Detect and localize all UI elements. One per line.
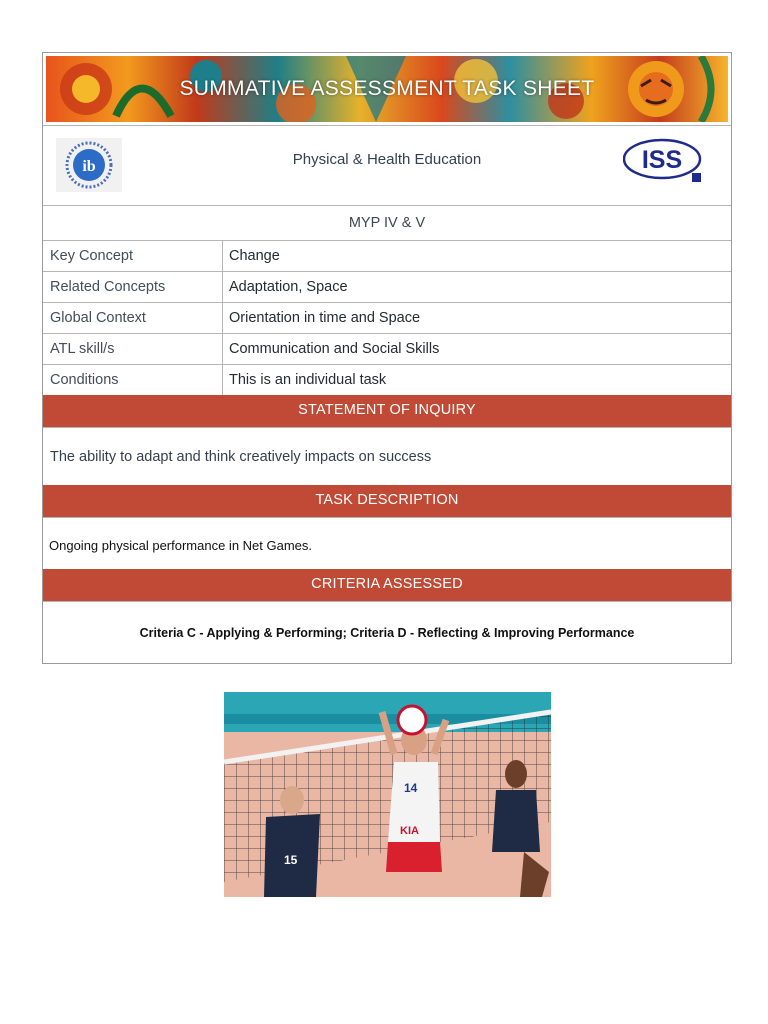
logo-row xyxy=(43,125,731,205)
task-description: Ongoing physical performance in Net Games. xyxy=(49,538,313,553)
svg-text:15: 15 xyxy=(284,853,298,867)
detail-value: Change xyxy=(229,248,280,264)
programme-row xyxy=(43,205,731,240)
detail-key: Global Context xyxy=(43,303,223,333)
svg-text:ISS: ISS xyxy=(641,146,683,174)
header-banner xyxy=(46,56,728,122)
detail-row xyxy=(43,271,731,302)
detail-key: Conditions xyxy=(43,365,223,395)
detail-key: Key Concept xyxy=(43,241,223,271)
task-text xyxy=(43,517,731,569)
criteria-list: Criteria C - Applying & Performing; Criteria D - Reflecting & Improving Performance xyxy=(139,626,635,640)
detail-row xyxy=(43,364,731,395)
detail-value: This is an individual task xyxy=(229,372,387,388)
volleyball-icon xyxy=(398,706,426,734)
criteria-heading: CRITERIA ASSESSED xyxy=(43,569,731,601)
detail-value: Orientation in time and Space xyxy=(229,310,421,326)
svg-text:KIA: KIA xyxy=(400,825,419,837)
subject-title: Physical & Health Education xyxy=(292,151,482,168)
task-heading: TASK DESCRIPTION xyxy=(43,485,731,517)
svg-text:ib: ib xyxy=(82,158,96,175)
document-title: SUMMATIVE ASSESSMENT TASK SHEET xyxy=(179,77,595,100)
detail-row xyxy=(43,240,731,271)
school-logo xyxy=(623,138,705,184)
detail-key: Related Concepts xyxy=(43,272,223,302)
svg-text:14: 14 xyxy=(404,781,418,795)
detail-row xyxy=(43,302,731,333)
task-sheet xyxy=(42,52,732,664)
player-right xyxy=(492,790,540,852)
criteria-text xyxy=(43,601,731,663)
detail-value: Communication and Social Skills xyxy=(229,341,440,357)
detail-key: ATL skill/s xyxy=(43,334,223,364)
inquiry-text xyxy=(43,427,731,485)
inquiry-statement: The ability to adapt and think creatively impacts on success xyxy=(50,449,432,465)
detail-value: Adaptation, Space xyxy=(229,279,348,295)
inquiry-heading: STATEMENT OF INQUIRY xyxy=(43,395,731,427)
programme-label: MYP IV & V xyxy=(348,215,426,231)
detail-row xyxy=(43,333,731,364)
volleyball-photo xyxy=(224,692,551,897)
